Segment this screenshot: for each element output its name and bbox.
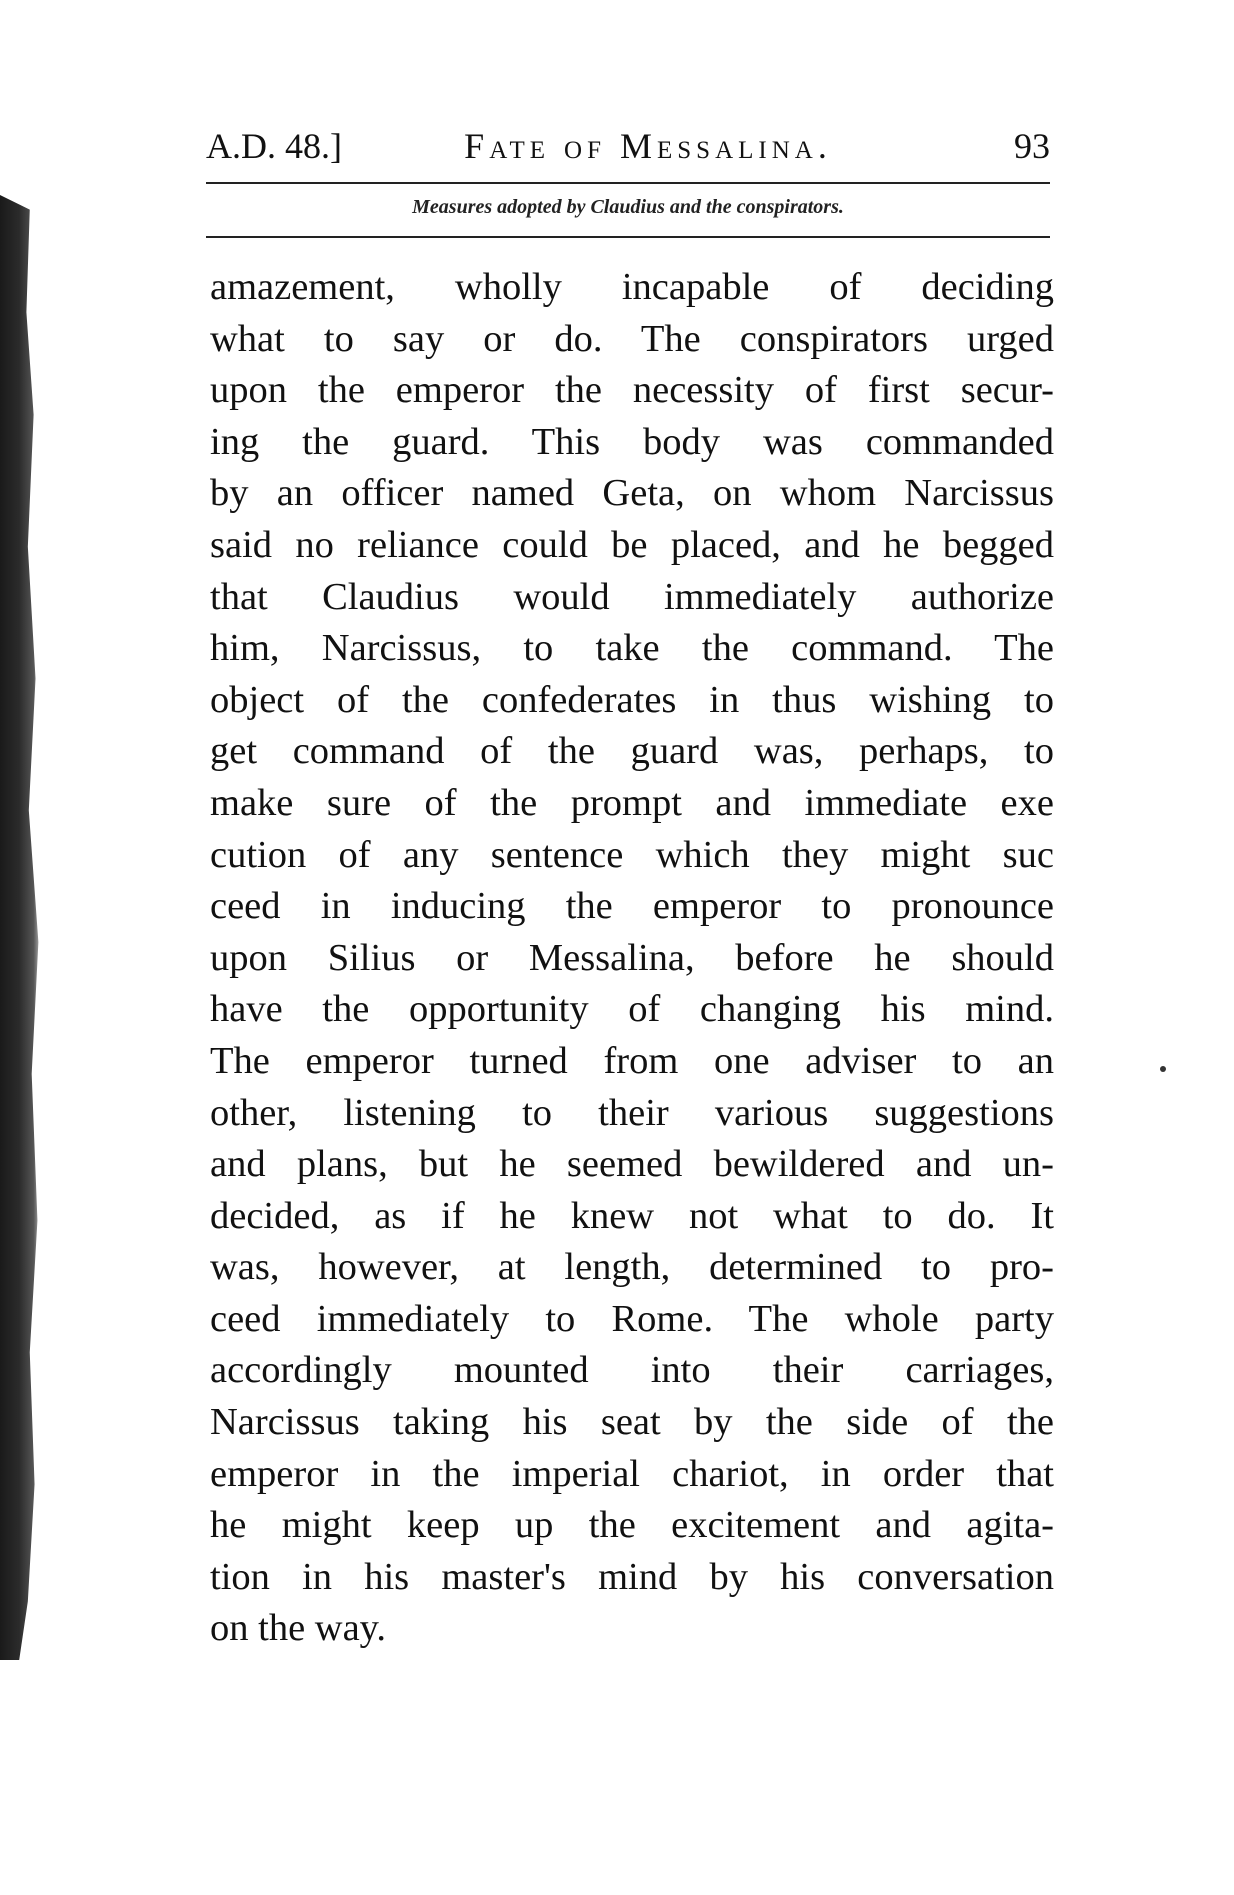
running-head-date: A.D. 48.] (206, 126, 342, 166)
text-line: ceed in inducing the emperor to pronounce (210, 885, 1054, 928)
text-line: on the way. (210, 1607, 387, 1650)
text-line: tion in his master's mind by his conversation (210, 1555, 1054, 1598)
text-line: and plans, but he seemed bewildered and un- (210, 1143, 1054, 1186)
text-line: by an officer named Geta, on whom Narcissus (210, 472, 1054, 515)
page-number: 93 (1014, 126, 1050, 166)
text-line: amazement, wholly incapable of deciding (210, 266, 1054, 308)
text-line: have the opportunity of changing his mind. (210, 988, 1054, 1031)
header-rule-bottom (206, 236, 1050, 238)
scan-speck (1160, 1066, 1166, 1072)
header-rule-top (206, 182, 1050, 184)
text-line: The emperor turned from one adviser to an (210, 1039, 1054, 1082)
text-line: upon Silius or Messalina, before he should (210, 936, 1054, 979)
text-line: that Claudius would immediately authorize (210, 575, 1054, 618)
text-line: emperor in the imperial chariot, in order that (210, 1452, 1054, 1495)
binding-edge-shadow (0, 195, 48, 1660)
text-line: what to say or do. The conspirators urged (210, 317, 1054, 360)
text-line: other, listening to their various suggestions (210, 1091, 1054, 1134)
text-line: him, Narcissus, to take the command. The (210, 627, 1054, 670)
text-line: ceed immediately to Rome. The whole party (210, 1297, 1054, 1340)
text-line: object of the confederates in thus wishing to (210, 678, 1054, 721)
section-subheading: Measures adopted by Claudius and the conspirators. (412, 196, 844, 218)
text-line: was, however, at length, determined to pro- (210, 1246, 1054, 1289)
text-line: upon the emperor the necessity of first secur- (210, 369, 1054, 412)
text-line: accordingly mounted into their carriages, (210, 1349, 1054, 1392)
text-line: said no reliance could be placed, and he begged (210, 523, 1054, 566)
text-line: he might keep up the excitement and agita- (210, 1504, 1054, 1547)
text-line: Narcissus taking his seat by the side of the (210, 1401, 1054, 1444)
text-line: make sure of the prompt and immediate exe (210, 781, 1054, 824)
text-line: ing the guard. This body was commanded (210, 420, 1054, 463)
running-head-title: Fate of Messalina. (464, 126, 832, 166)
text-line: cution of any sentence which they might suc (210, 833, 1054, 876)
text-line: get command of the guard was, perhaps, to (210, 730, 1054, 773)
running-head (206, 124, 1050, 168)
text-line: decided, as if he knew not what to do. It (210, 1194, 1054, 1237)
body-text (210, 262, 1054, 1655)
